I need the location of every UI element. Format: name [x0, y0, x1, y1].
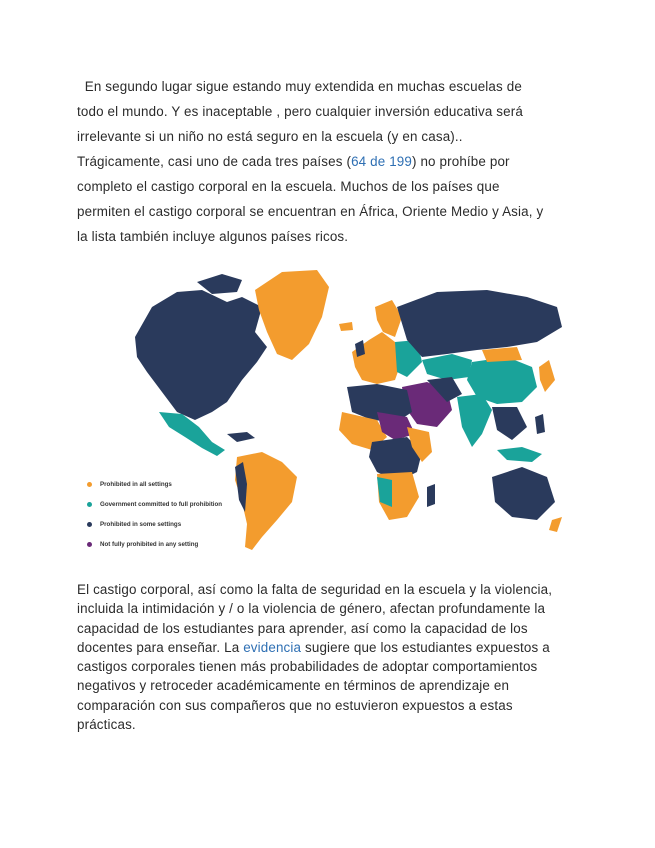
intro-paragraph	[77, 74, 582, 249]
legend-dot-icon	[87, 502, 92, 507]
region-africa-southwest	[377, 477, 392, 507]
text-line: En segundo lugar sigue estando muy extendida en muchas escuelas de	[77, 79, 522, 94]
legend-label: Government committed to full prohibition	[100, 500, 223, 508]
region-europe	[352, 332, 402, 384]
body-paragraph	[77, 580, 582, 734]
map-legend	[87, 474, 222, 554]
region-russia	[397, 290, 562, 357]
text-span: sugiere que los estudiantes expuestos a	[301, 639, 550, 655]
region-india	[457, 394, 492, 447]
legend-dot-icon	[87, 522, 92, 527]
world-map-figure	[77, 262, 577, 554]
legend-item	[87, 534, 222, 554]
region-scandinavia	[375, 300, 402, 337]
region-central-asia	[422, 354, 472, 380]
legend-item	[87, 494, 222, 514]
region-philippines	[535, 414, 545, 434]
evidence-link[interactable]: evidencia	[243, 639, 302, 655]
region-korea-japan	[539, 360, 555, 392]
text-line	[77, 149, 582, 174]
text-line: permiten el castigo corporal se encuentran en África, Oriente Medio y Asia, y	[77, 204, 544, 219]
text-line: la lista también incluye algunos países ricos.	[77, 229, 349, 244]
text-line: negativos y retroceder académicamente en términos de aprendizaje en	[77, 678, 510, 694]
legend-dot-icon	[87, 482, 92, 487]
region-new-zealand	[549, 517, 562, 532]
region-madagascar	[427, 484, 435, 507]
region-mongolia	[482, 347, 522, 362]
text-line	[77, 638, 582, 657]
text-line: todo el mundo. Y es inaceptable , pero cualquier inversión educativa será	[77, 104, 523, 119]
text-line: castigos corporales tienen más probabilidades de adoptar comportamientos	[77, 659, 538, 675]
text-line: comparación con sus compañeros que no estuvieron expuestos a estas	[77, 697, 513, 713]
text-span: ) no prohíbe por	[411, 154, 510, 169]
text-line: completo el castigo corporal en la escuela. Muchos de los países que	[77, 179, 500, 194]
legend-label: Prohibited in some settings	[100, 520, 182, 528]
text-line: incluida la intimidación y / o la violencia de género, afectan profundamente la	[77, 601, 546, 617]
text-line: irrelevante si un niño no está seguro en la escuela (y en casa)..	[77, 129, 463, 144]
text-line: prácticas.	[77, 717, 136, 733]
legend-item	[87, 474, 222, 494]
legend-item	[87, 514, 222, 534]
region-se-asia	[492, 407, 527, 440]
region-north-america	[135, 290, 267, 420]
legend-label: Prohibited in all settings	[100, 480, 172, 488]
region-australia	[492, 467, 555, 520]
text-line: capacidad de los estudiantes para aprender, así como la capacidad de los	[77, 620, 528, 636]
countries-link[interactable]: 64 de 199	[351, 154, 412, 169]
region-iceland	[339, 322, 353, 331]
text-line: El castigo corporal, así como la falta de seguridad en la escuela y la violencia,	[77, 582, 553, 597]
text-span: Trágicamente, casi uno de cada tres países (	[77, 154, 352, 169]
region-indonesia	[497, 447, 542, 462]
text-span: docentes para enseñar. La	[77, 639, 244, 655]
legend-label: Not fully prohibited in any setting	[100, 540, 199, 548]
legend-dot-icon	[87, 542, 92, 547]
region-caribbean	[227, 432, 255, 442]
